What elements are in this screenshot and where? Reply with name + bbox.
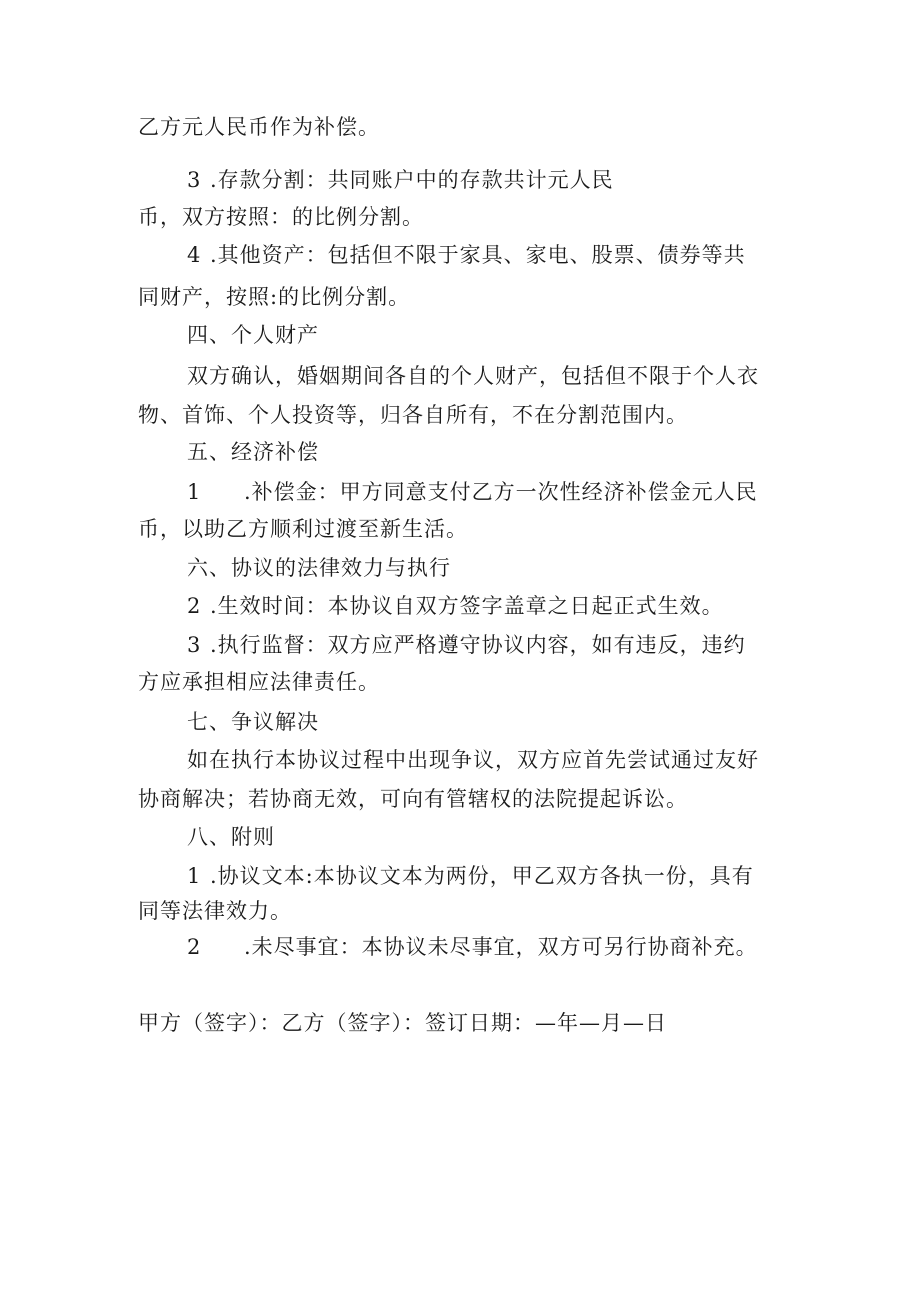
item-number: 1: [187, 864, 201, 888]
dispute-resolution-line2: 协商解决；若协商无效，可向有管辖权的法院提起诉讼。: [138, 787, 688, 811]
section-heading-legal-effect: 六、协议的法律效力与执行: [187, 556, 451, 580]
savings-division-line2: 币，双方按照：的比例分割。: [138, 205, 424, 229]
dispute-resolution-line1: 如在执行本协议过程中出现争议，双方应首先尝试通过友好: [187, 748, 759, 772]
savings-division-line1: .存款分割：共同账户中的存款共计元人民: [210, 168, 614, 192]
compensation-payment-line1: .补偿金：甲方同意支付乙方一次性经济补偿金元人民: [244, 480, 758, 504]
unresolved-matters-text: .未尽事宜：本协议未尽事宜，双方可另行协商补充。: [244, 935, 758, 959]
section-heading-dispute-resolution: 七、争议解决: [187, 710, 319, 734]
personal-property-line2: 物、首饰、个人投资等，归各自所有，不在分割范围内。: [138, 403, 688, 427]
other-assets-line1: .其他资产：包括但不限于家具、家电、股票、债券等共: [210, 243, 746, 267]
section-heading-personal-property: 四、个人财产: [187, 323, 319, 347]
agreement-copies-line1: .协议文本:本协议文本为两份，甲乙双方各执一份，具有: [210, 864, 754, 888]
section-heading-supplementary: 八、附则: [187, 825, 275, 849]
item-number: 1: [187, 480, 201, 504]
item-number: 4: [187, 243, 201, 267]
effective-date-text: .生效时间：本协议自双方签字盖章之日起正式生效。: [210, 594, 724, 618]
signature-line: 甲方（签字）：乙方（签字）：签订日期：—年—月—日: [138, 1011, 667, 1035]
item-number: 3: [187, 633, 201, 657]
agreement-copies-line2: 同等法律效力。: [138, 899, 292, 923]
item-number: 3: [187, 168, 201, 192]
compensation-tail-text: 乙方元人民币作为补偿。: [138, 115, 380, 139]
item-number: 2: [187, 935, 201, 959]
item-number: 2: [187, 594, 201, 618]
compensation-payment-line2: 币，以助乙方顺利过渡至新生活。: [138, 517, 468, 541]
enforcement-line2: 方应承担相应法律责任。: [138, 670, 380, 694]
personal-property-line1: 双方确认，婚姻期间各自的个人财产，包括但不限于个人衣: [187, 364, 759, 388]
enforcement-line1: .执行监督：双方应严格遵守协议内容，如有违反，违约: [210, 633, 746, 657]
other-assets-line2: 同财产，按照:的比例分割。: [138, 285, 411, 309]
section-heading-compensation: 五、经济补偿: [187, 440, 319, 464]
